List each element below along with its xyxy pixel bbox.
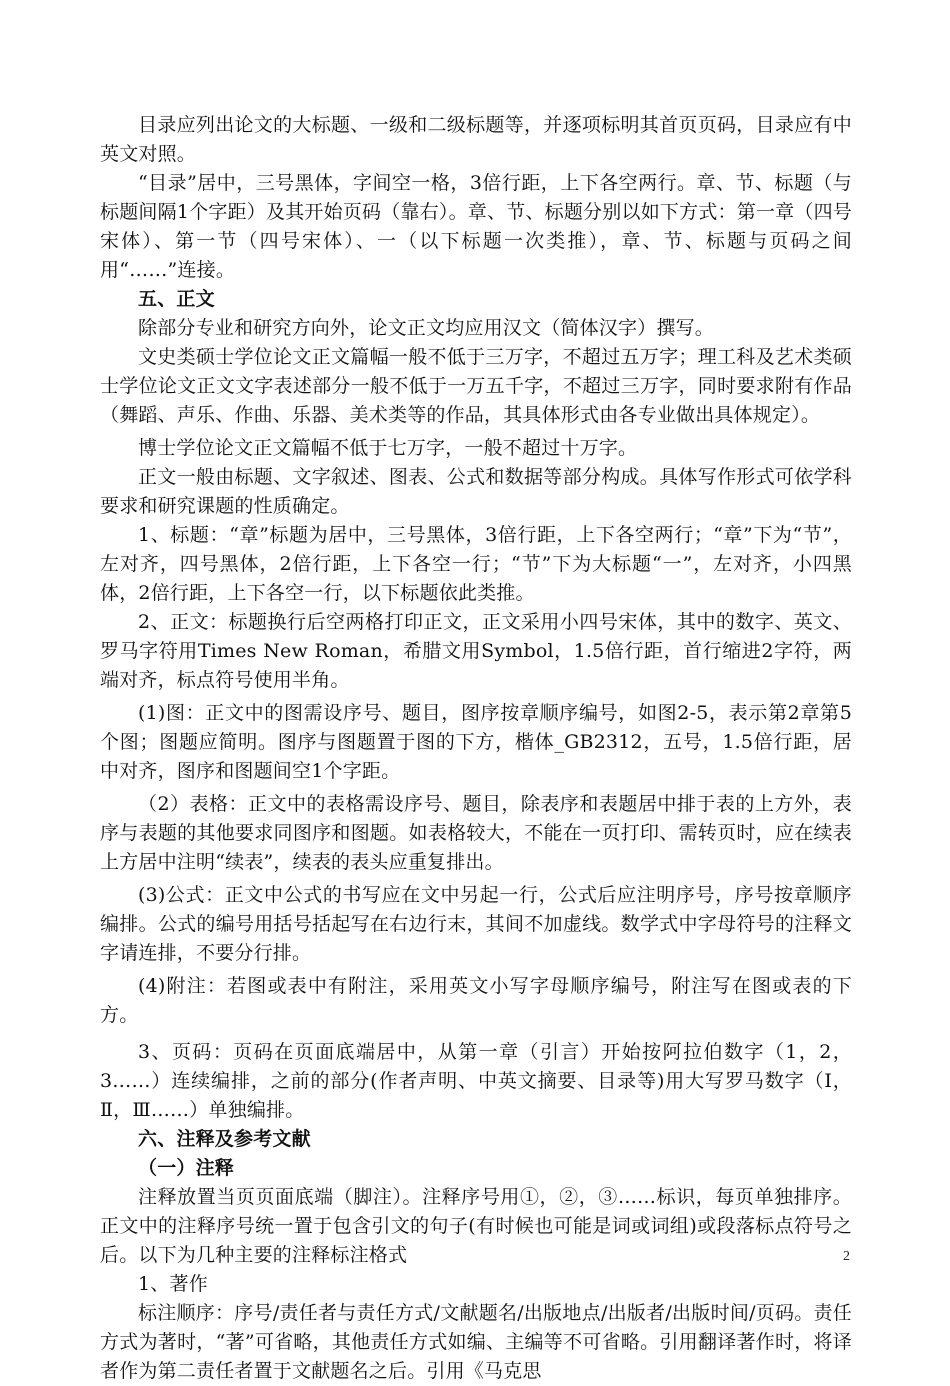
paragraph-rule-notes: (4)附注：若图或表中有附注，采用英文小写字母顺序编号，附注写在图或表的下方。 bbox=[100, 975, 852, 1026]
subsection-heading-notes: （一）注释 bbox=[138, 1157, 235, 1179]
paragraph-body-composition: 正文一般由标题、文字叙述、图表、公式和数据等部分构成。具体写作形式可依学科要求和研究课题的性质确定。 bbox=[100, 466, 852, 517]
paragraph-rule-page-numbers: 3、页码：页码在页面底端居中，从第一章（引言）开始按阿拉伯数字（1，2，3……）连续编排，之前的部分(作者声明、中英文摘要、目录等)用大写罗马数字（Ⅰ，Ⅱ，Ⅲ……）单独编排。 bbox=[100, 1041, 852, 1121]
paragraph-body-language: 除部分专业和研究方向外，论文正文均应用汉文（简体汉字）撰写。 bbox=[138, 317, 715, 339]
paragraph-rule-body: 2、正文：标题换行后空两格打印正文，正文采用小四号宋体，其中的数字、英文、罗马字符用Times New Roman，希腊文用Symbol，1.5倍行距，首行缩进2字符，两端对齐，标点符号使用半角。 bbox=[100, 611, 852, 691]
paragraph-works-title: 1、著作 bbox=[138, 1273, 208, 1295]
paragraph-toc-format: “目录”居中，三号黑体，字间空一格，3倍行距，上下各空两行。章、节、标题（与标题间隔1个字距）及其开始页码（靠右）。章、节、标题分别以如下方式：第一章（四号宋体）、第一节（四号宋体）、一（以下标题一次类推），章、节、标题与页码之间用“……”连接。 bbox=[100, 172, 852, 281]
paragraph-toc-intro: 目录应列出论文的大标题、一级和二级标题等，并逐项标明其首页页码，目录应有中英文对照。 bbox=[100, 114, 852, 165]
section-heading-body: 五、正文 bbox=[138, 288, 215, 310]
paragraph-rule-figures: (1)图：正文中的图需设序号、题目，图序按章顺序编号，如图2-5，表示第2章第5个图；图题应简明。图序与图题置于图的下方，楷体_GB2312，五号，1.5倍行距，居中对齐，图序和图题间空1个字距。 bbox=[100, 702, 852, 782]
paragraph-notes-placement: 注释放置当页页面底端（脚注）。注释序号用①，②，③……标识，每页单独排序。正文中的注释序号统一置于包含引文的句子(有时候也可能是词或词组)或段落标点符号之后。以下为几种主要的注释标注格式 bbox=[100, 1186, 852, 1266]
section-heading-notes-references: 六、注释及参考文献 bbox=[138, 1128, 311, 1150]
paragraph-rule-tables: （2）表格：正文中的表格需设序号、题目，除表序和表题居中排于表的上方外，表序与表题的其他要求同图序和图题。如表格较大，不能在一页打印、需转页时，应在续表上方居中注明“续表”，续表的表头应重复排出。 bbox=[100, 793, 852, 873]
paragraph-rule-titles: 1、标题：“章”标题为居中，三号黑体，3倍行距，上下各空两行；“章”下为“节”，左对齐，四号黑体，2倍行距，上下各空一行；“节”下为大标题“一”，左对齐，小四黑体，2倍行距，上下各空一行，以下标题依此类推。 bbox=[100, 524, 852, 604]
paragraph-works-order: 标注顺序：序号/责任者与责任方式/文献题名/出版地点/出版者/出版时间/页码。责任方式为著时，“著”可省略，其他责任方式如编、主编等不可省略。引用翻译著作时，将译者作为第二责任者置于文献题名之后。引用《马克思 bbox=[100, 1302, 852, 1382]
document-body bbox=[100, 111, 852, 1386]
paragraph-doctor-length: 博士学位论文正文篇幅不低于七万字，一般不超过十万字。 bbox=[138, 437, 638, 459]
paragraph-master-length: 文史类硕士学位论文正文篇幅一般不低于三万字，不超过五万字；理工科及艺术类硕士学位论文正文文字表述部分一般不低于一万五千字，不超过三万字，同时要求附有作品（舞蹈、声乐、作曲、乐器、美术类等的作品，其具体形式由各专业做出具体规定）。 bbox=[100, 346, 852, 426]
page-number: 2 bbox=[843, 1249, 850, 1264]
paragraph-rule-formulas: (3)公式：正文中公式的书写应在文中另起一行，公式后应注明序号，序号按章顺序编排。公式的编号用括号括起写在右边行末，其间不加虚线。数学式中字母符号的注释文字请连排，不要分行排。 bbox=[100, 884, 852, 964]
